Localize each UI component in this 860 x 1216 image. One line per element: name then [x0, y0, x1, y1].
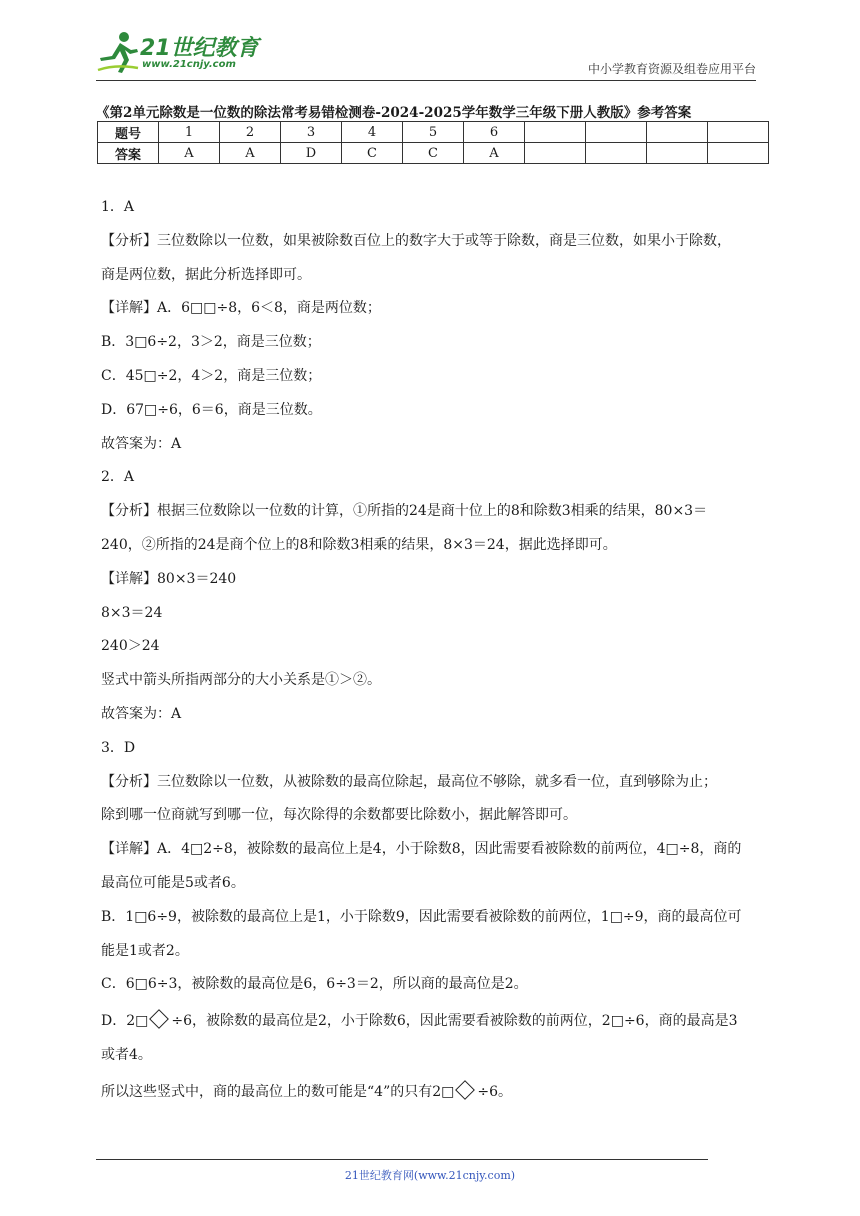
table-cell: 6: [464, 122, 525, 143]
text-line: 【分析】根据三位数除以一位数的计算，①所指的24是商十位上的8和除数3相乘的结果，80×3＝: [101, 503, 708, 520]
table-cell: [586, 122, 647, 143]
logo-url: www.21cnjy.com: [142, 59, 236, 70]
text-fragment: ÷6，被除数的最高位是2，小于除数6，因此需要看被除数的前两位，2□÷6，商的最高是3: [171, 1013, 738, 1030]
table-cell: [647, 122, 708, 143]
text-line: D．67□÷6，6＝6，商是三位数。: [101, 401, 322, 418]
table-cell: [525, 122, 586, 143]
table-row: [98, 143, 769, 164]
table-cell: C: [342, 143, 403, 164]
table-cell: C: [403, 143, 464, 164]
document-title: 《第2单元除数是一位数的除法常考易错检测卷-2024-2025学年数学三年级下册人教版》参考答案: [96, 105, 692, 121]
text-line: 240＞24: [101, 638, 160, 655]
table-cell: [647, 143, 708, 164]
text-line: 故答案为：A: [101, 705, 182, 722]
answer-table: [97, 121, 769, 164]
footer-divider: [96, 1159, 708, 1160]
table-cell: 1: [159, 122, 220, 143]
table-cell: A: [220, 143, 281, 164]
logo: [96, 30, 276, 78]
text-line: 最高位可能是5或者6。: [101, 874, 245, 891]
text-line: 2．A: [101, 469, 135, 486]
text-fragment: ÷6。: [477, 1084, 512, 1101]
header-divider: [96, 80, 756, 81]
text-line: B．3□6÷2，3＞2，商是三位数；: [101, 334, 321, 351]
table-cell: A: [159, 143, 220, 164]
table-cell: 4: [342, 122, 403, 143]
platform-name: 中小学教育资源及组卷应用平台: [587, 62, 756, 76]
text-line: 240，②所指的24是商个位上的8和除数3相乘的结果，8×3＝24，据此选择即可。: [101, 536, 617, 553]
text-fragment: D．2□: [101, 1013, 149, 1030]
text-line: 或者4。: [101, 1047, 152, 1064]
page-header: [96, 30, 756, 78]
text-line: [101, 1010, 771, 1044]
text-line: 1．A: [101, 199, 135, 215]
table-cell: D: [281, 143, 342, 164]
text-fragment: 所以这些竖式中，商的最高位上的数可能是“4”的只有2□: [101, 1084, 455, 1101]
text-line: 能是1或者2。: [101, 942, 189, 959]
text-line: 故答案为：A: [101, 435, 182, 452]
text-line: 8×3＝24: [101, 604, 163, 621]
text-line: 【分析】三位数除以一位数，如果被除数百位上的数字大于或等于除数，商是三位数，如果小于除数，: [101, 232, 731, 249]
text-line: C．45□÷2，4＞2，商是三位数；: [101, 367, 322, 384]
table-cell: 2: [220, 122, 281, 143]
text-line: 竖式中箭头所指两部分的大小关系是①＞②。: [101, 672, 381, 689]
runner-logo-icon: [96, 30, 140, 76]
table-cell: 3: [281, 122, 342, 143]
footer-text: 21世纪教育网(www.21cnjy.com): [344, 1169, 516, 1182]
table-cell: [708, 122, 769, 143]
row-label-answer: 答案: [98, 143, 159, 164]
text-line: B．1□6÷9，被除数的最高位上是1，小于除数9，因此需要看被除数的前两位，1□÷9，商的最高位可: [101, 908, 742, 925]
diamond-icon: [149, 1009, 169, 1029]
answer-content: [101, 196, 771, 1115]
table-cell: [525, 143, 586, 164]
text-line: 3．D: [101, 739, 136, 756]
table-cell: [708, 143, 769, 164]
text-line: 【分析】三位数除以一位数，从被除数的最高位除起，最高位不够除，就多看一位，直到够除为止；: [101, 773, 717, 790]
table-cell: A: [464, 143, 525, 164]
text-line: 商是两位数，据此分析选择即可。: [101, 266, 311, 283]
text-line: 【详解】80×3＝240: [101, 570, 237, 587]
text-line: 【详解】A．6□□÷8，6＜8，商是两位数；: [101, 300, 381, 317]
diamond-icon: [455, 1080, 475, 1100]
logo-text: 21世纪教育: [140, 36, 259, 61]
text-line: 除到哪一位商就写到哪一位，每次除得的余数都要比除数小，据此解答即可。: [101, 807, 577, 824]
text-line: 【详解】A．4□2÷8，被除数的最高位上是4，小于除数8，因此需要看被除数的前两位，4□÷8，商的: [101, 841, 742, 858]
text-line: [101, 1081, 771, 1115]
table-row: [98, 122, 769, 143]
row-label-number: 题号: [98, 122, 159, 143]
table-cell: [586, 143, 647, 164]
table-cell: 5: [403, 122, 464, 143]
text-line: C．6□6÷3，被除数的最高位是6，6÷3＝2，所以商的最高位是2。: [101, 976, 528, 993]
